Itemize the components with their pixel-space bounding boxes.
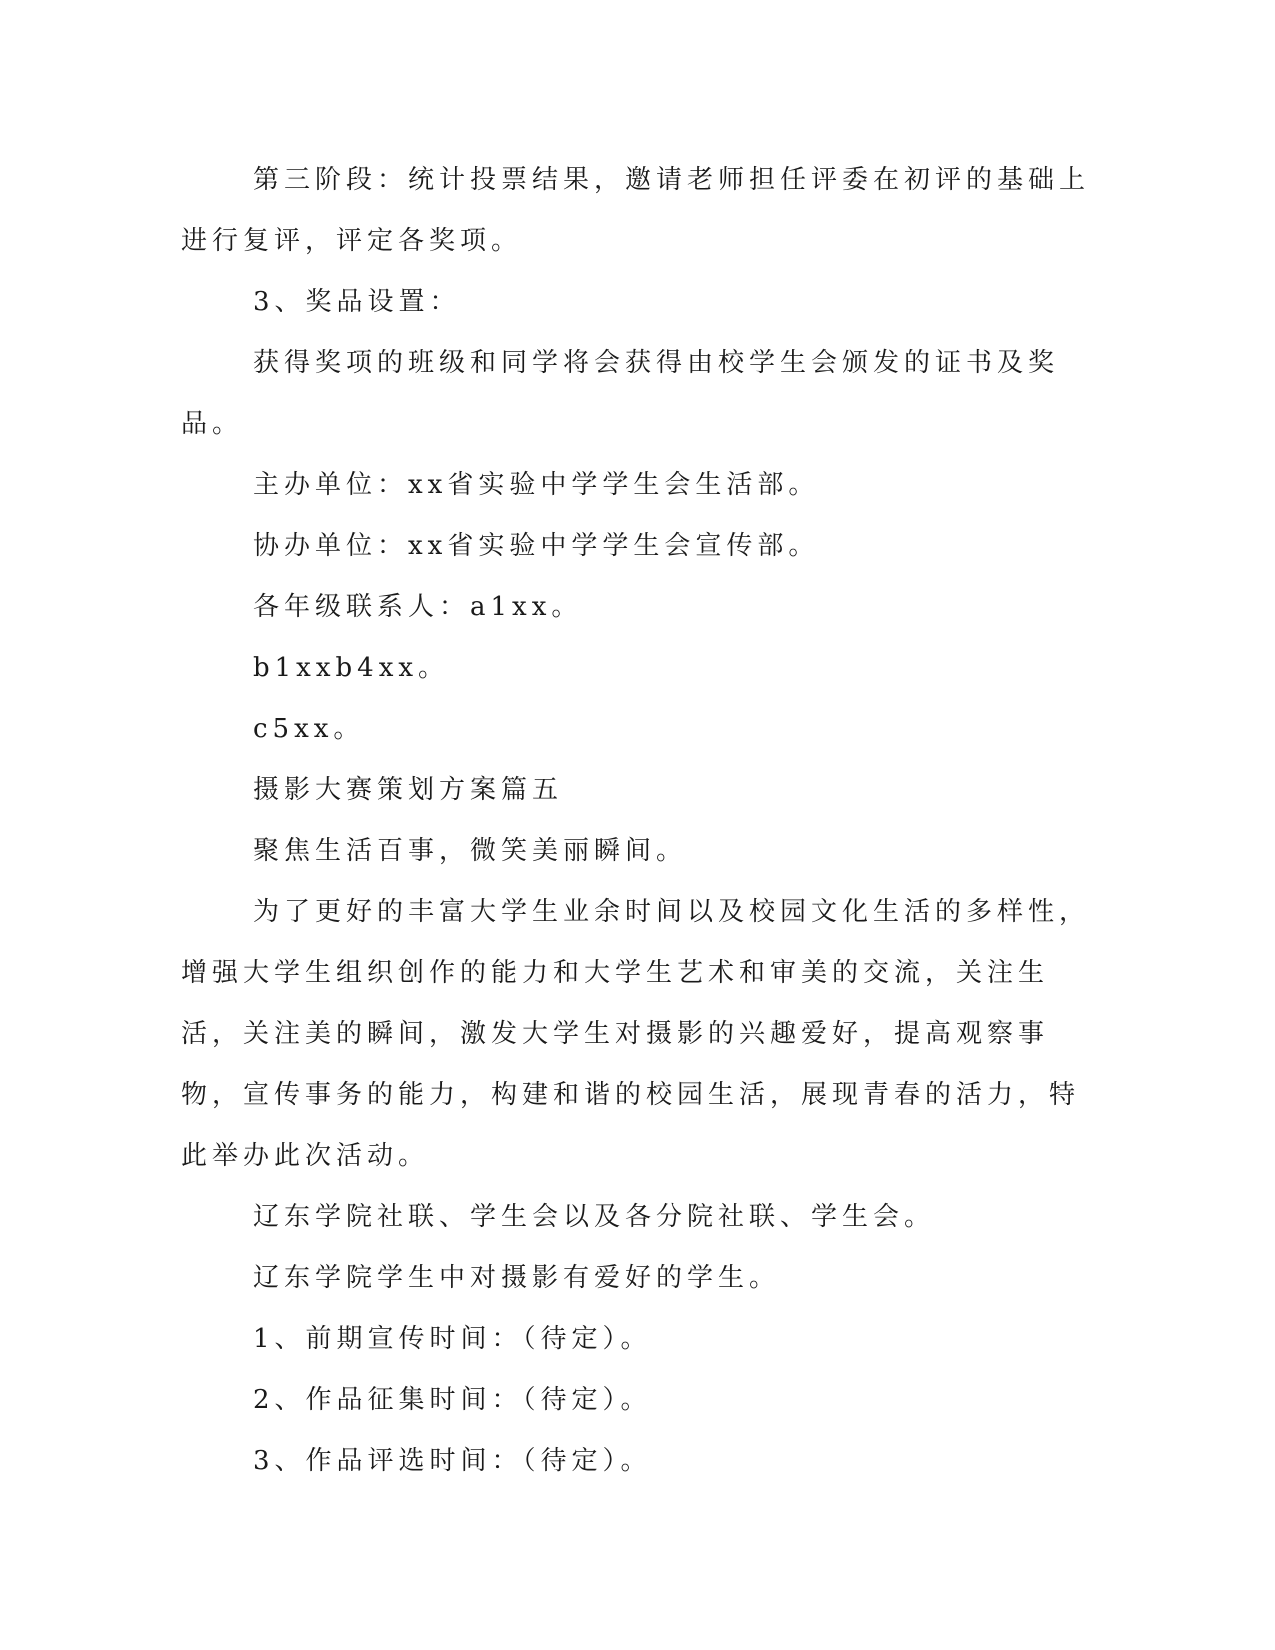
paragraph-schedule-3: 3、作品评选时间：（待定）。: [253, 1446, 652, 1476]
paragraph-contact-b: b1xxb4xx。: [253, 653, 450, 683]
paragraph-stage-three: 第三阶段：统计投票结果，邀请老师担任评委在初评的基础上进行复评，评定各奖项。: [181, 165, 1091, 256]
paragraph-contact-a: 各年级联系人：a1xx。: [253, 592, 583, 622]
paragraph-prize-detail: 获得奖项的班级和同学将会获得由校学生会颁发的证书及奖品。: [181, 348, 1060, 439]
paragraph-purpose: 为了更好的丰富大学生业余时间以及校园文化生活的多样性，增强大学生组织创作的能力和大学生艺术和审美的交流，关注生活，关注美的瞬间，激发大学生对摄影的兴趣爱好，提高观察事物，宣传事务的能力，构建和谐的校园生活，展现青春的活力，特此举办此次活动。: [181, 897, 1091, 1171]
paragraph-schedule-2: 2、作品征集时间：（待定）。: [253, 1385, 652, 1415]
paragraph-contact-c: c5xx。: [253, 714, 365, 744]
document-body: [181, 150, 1095, 1492]
paragraph-host-unit: 主办单位：xx省实验中学学生会生活部。: [253, 470, 820, 500]
paragraph-participants: 辽东学院学生中对摄影有爱好的学生。: [253, 1263, 781, 1293]
section-title: 摄影大赛策划方案篇五: [253, 775, 564, 805]
paragraph-schedule-1: 1、前期宣传时间：（待定）。: [253, 1324, 652, 1354]
paragraph-co-host-unit: 协办单位：xx省实验中学学生会宣传部。: [253, 531, 820, 561]
paragraph-organizers: 辽东学院社联、学生会以及各分院社联、学生会。: [253, 1202, 936, 1232]
paragraph-prize-heading: 3、奖品设置：: [253, 287, 461, 317]
paragraph-slogan: 聚焦生活百事，微笑美丽瞬间。: [253, 836, 688, 866]
